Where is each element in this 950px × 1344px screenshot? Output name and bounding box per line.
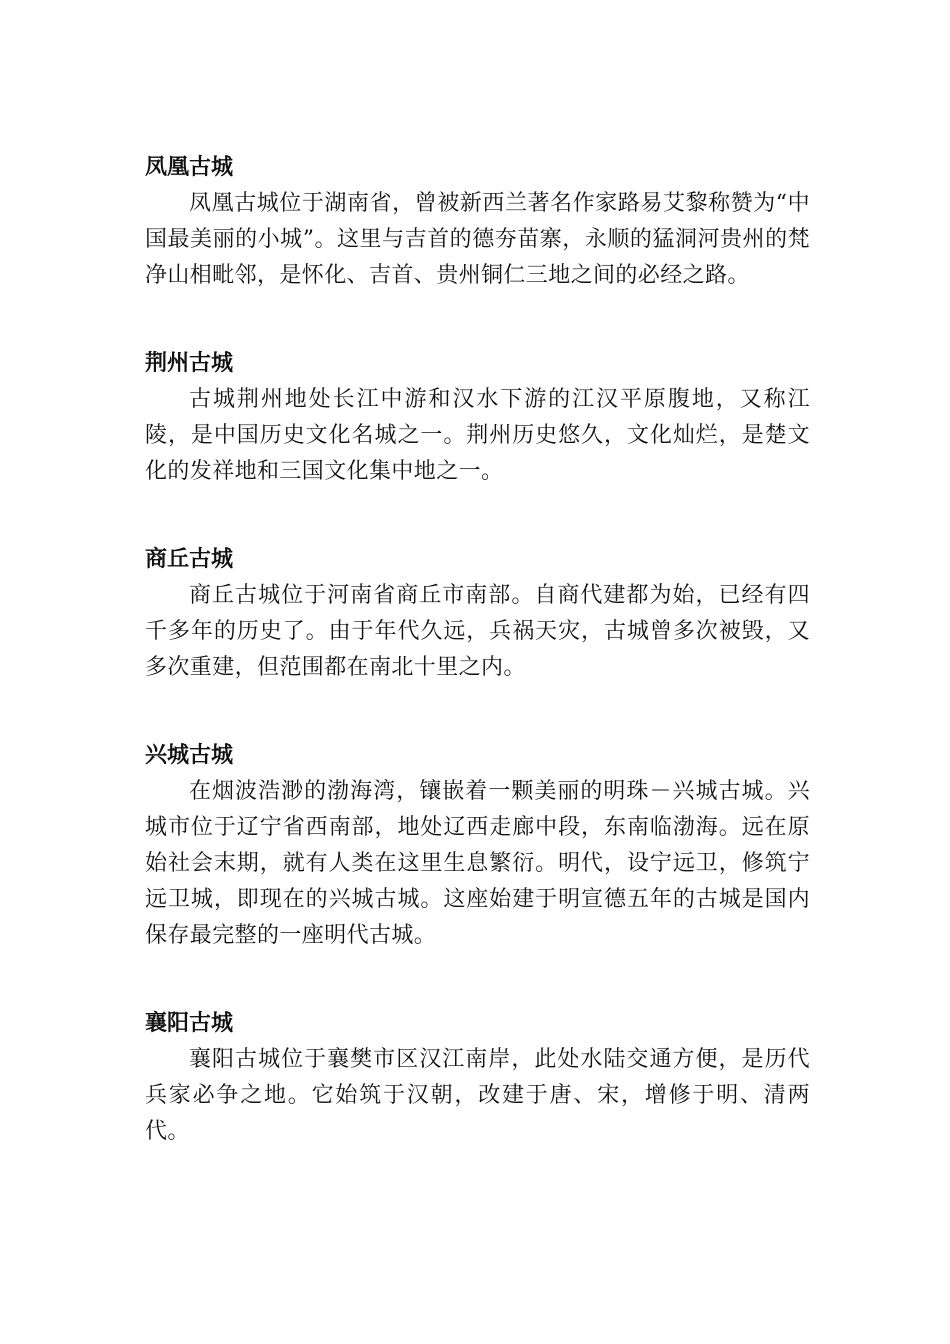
section-shangqiu <box>145 542 810 686</box>
section-jingzhou <box>145 346 810 490</box>
section-paragraph: 凤凰古城位于湖南省，曾被新西兰著名作家路易艾黎称赞为“中国最美丽的小城”。这里与吉首的德夯苗寨，永顺的猛洞河贵州的梵净山相毗邻，是怀化、吉首、贵州铜仁三地之间的必经之路。 <box>145 191 810 288</box>
section-title: 荆州古城 <box>145 351 234 376</box>
section-title: 兴城古城 <box>145 743 234 768</box>
section-paragraph: 在烟波浩渺的渤海湾，镶嵌着一颗美丽的明珠－兴城古城。兴城市位于辽宁省西南部，地处辽西走廊中段，东南临渤海。远在原始社会末期，就有人类在这里生息繁衍。明代，设宁远卫，修筑宁远卫城，即现在的兴城古城。这座始建于明宣德五年的古城是国内保存最完整的一座明代古城。 <box>145 779 810 948</box>
section-title: 商丘古城 <box>145 547 234 572</box>
section-fenghuang <box>145 150 810 294</box>
section-xingcheng <box>145 738 810 954</box>
section-title: 襄阳古城 <box>145 1011 234 1036</box>
section-paragraph: 襄阳古城位于襄樊市区汉江南岸，此处水陆交通方便，是历代兵家必争之地。它始筑于汉朝，改建于唐、宋，增修于明、清两代。 <box>145 1047 810 1144</box>
section-xiangyang <box>145 1006 810 1150</box>
section-paragraph: 商丘古城位于河南省商丘市南部。自商代建都为始，已经有四千多年的历史了。由于年代久远，兵祸天灾，古城曾多次被毁，又多次重建，但范围都在南北十里之内。 <box>145 583 810 680</box>
section-paragraph: 古城荆州地处长江中游和汉水下游的江汉平原腹地，又称江陵，是中国历史文化名城之一。荆州历史悠久，文化灿烂，是楚文化的发祥地和三国文化集中地之一。 <box>145 387 810 484</box>
section-title: 凤凰古城 <box>145 155 234 180</box>
document-page <box>145 150 810 1202</box>
